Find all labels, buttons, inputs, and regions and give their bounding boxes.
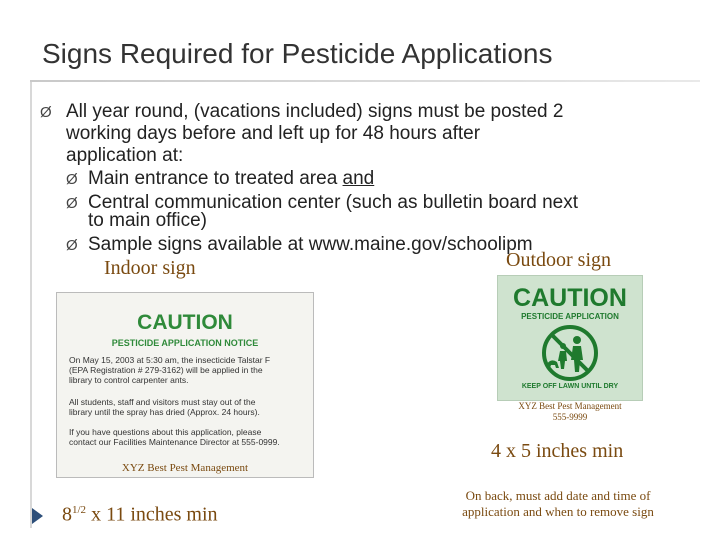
indoor-para-1 [69,355,303,385]
title-divider [30,80,700,82]
indoor-size-rest: x 11 inches min [91,503,218,526]
slide-bullet-icon [32,508,43,524]
outdoor-sign-caption [500,401,640,423]
outdoor-caption-line-2: 555-9999 [552,412,588,422]
outdoor-keep-off-text: KEEP OFF LAWN UNTIL DRY [521,383,619,390]
slide-title: Signs Required for Pesticide Applications [42,38,553,69]
sub-bullet-main-entrance [88,169,374,189]
bullet-arrow-icon: Ø [40,104,52,121]
indoor-size-label [62,500,218,525]
sub-bullet-arrow-icon: Ø [66,237,78,254]
outdoor-caption-line-1: XYZ Best Pest Management [518,401,622,411]
indoor-caution-heading: CAUTION [137,311,233,334]
indoor-sign-caption: XYZ Best Pest Management [121,462,249,474]
outdoor-sign-label: Outdoor sign [506,249,611,271]
no-people-pets-icon [535,324,605,382]
sub-bullet-central-line-2: to main office) [88,210,207,231]
left-divider [30,82,32,528]
sub-bullet-arrow-icon: Ø [66,195,78,212]
indoor-para-1-line: (EPA Registration # 279-3162) will be applied in the [69,365,263,375]
indoor-para-3-line: If you have questions about this application, please [69,427,262,437]
main-bullet-line-2: working days before and left up for 48 hours after [66,123,481,144]
indoor-size-fraction: 1/2 [72,504,87,516]
sub-bullet-sample-signs[interactable]: Sample signs available at www.maine.gov/schoolipm [88,234,533,255]
outdoor-caution-heading: CAUTION [513,284,627,312]
back-note-line-1: On back, must add date and time of [465,488,651,503]
indoor-para-1-line: On May 15, 2003 at 5:30 am, the insecticide Talstar F [69,355,271,365]
main-bullet-line-3: application at: [66,145,184,166]
outdoor-sign-image [497,275,643,401]
sub-bullet-main-entrance-text: Main entrance to treated area [88,168,343,189]
indoor-para-2-line: library until the spray has dried (Approx. 24 hours). [69,407,260,417]
indoor-sign-label: Indoor sign [104,257,196,279]
indoor-notice-heading: PESTICIDE APPLICATION NOTICE [111,338,259,348]
indoor-para-3-line: contact our Facilities Maintenance Director at 555-0999. [69,437,280,447]
indoor-sign-image [56,292,314,478]
back-note [430,488,686,520]
indoor-para-1-line: library to control carpenter ants. [69,375,189,385]
indoor-size-number: 8 [62,503,72,526]
indoor-para-2-line: All students, staff and visitors must stay out of the [69,397,256,407]
indoor-para-3 [69,427,303,447]
outdoor-size-label: 4 x 5 inches min [491,440,624,462]
outdoor-notice-heading: PESTICIDE APPLICATION [521,312,619,321]
back-note-line-2: application and when to remove sign [462,504,654,519]
sub-bullet-arrow-icon: Ø [66,171,78,188]
and-underlined: and [342,168,375,189]
sub-bullet-central-line-1: Central communication center (such as bulletin board next [88,192,579,213]
main-bullet-line-1: All year round, (vacations included) signs must be posted 2 [66,101,564,122]
indoor-para-2 [69,397,303,417]
